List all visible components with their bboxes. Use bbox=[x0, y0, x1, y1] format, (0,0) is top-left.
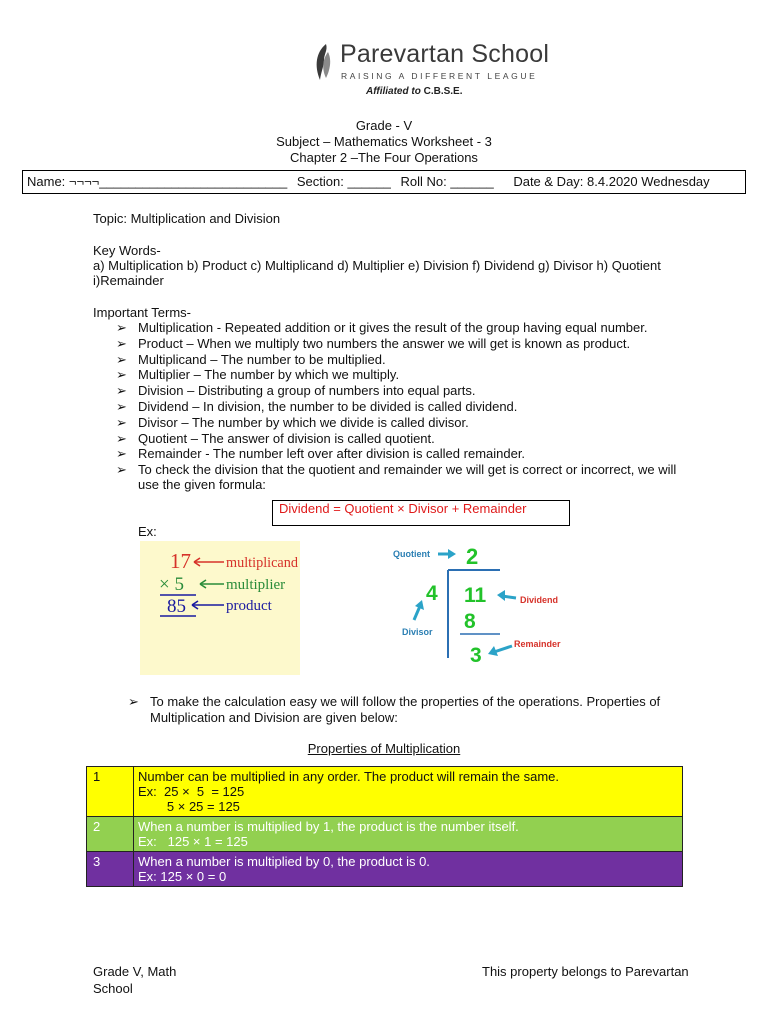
term-text: Remainder - The number left over after division is called remainder. bbox=[138, 446, 526, 462]
property-row bbox=[87, 767, 683, 817]
property-row bbox=[87, 817, 683, 852]
properties-intro-continuation: Multiplication and Division are given below: bbox=[150, 710, 398, 725]
quotient-label: Quotient bbox=[393, 549, 430, 559]
divisor-value: 4 bbox=[426, 582, 438, 605]
properties-table bbox=[86, 766, 683, 887]
multiplication-example-figure bbox=[140, 541, 300, 675]
section-field: Section: ______ bbox=[296, 174, 391, 189]
example-label: Ex: bbox=[138, 524, 157, 539]
chapter-title: Chapter 2 –The Four Operations bbox=[290, 150, 478, 165]
arrow-bullet-icon: ➢ bbox=[116, 383, 127, 399]
remainder-label: Remainder bbox=[514, 639, 561, 649]
terms-continuation: use the given formula: bbox=[138, 477, 266, 492]
term-item bbox=[116, 352, 386, 368]
term-item bbox=[116, 383, 475, 399]
multiplier-value: × 5 bbox=[159, 574, 184, 595]
term-text: Dividend – In division, the number to be divided is called dividend. bbox=[138, 399, 518, 414]
term-text: Divisor – The number by which we divide is called divisor. bbox=[138, 414, 469, 430]
property-line: 5 × 25 = 125 bbox=[138, 799, 240, 814]
subtracted-value: 8 bbox=[464, 610, 476, 633]
footer-left: Grade V, Math bbox=[93, 964, 177, 979]
term-text: Quotient – The answer of division is called quotient. bbox=[138, 430, 435, 446]
dividend-label: Dividend bbox=[520, 595, 559, 605]
term-item bbox=[116, 462, 676, 478]
multiplicand-label: multiplicand bbox=[226, 555, 299, 571]
property-number: 3 bbox=[87, 852, 134, 887]
property-content bbox=[134, 852, 683, 887]
roll-field: Roll No: ______ bbox=[400, 174, 494, 189]
arrow-bullet-icon: ➢ bbox=[116, 446, 127, 462]
term-text: Multiplication - Repeated addition or it gives the result of the group having equal number. bbox=[138, 320, 648, 335]
term-item bbox=[116, 336, 630, 352]
property-number: 1 bbox=[87, 767, 134, 817]
subject-title: Subject – Mathematics Worksheet - 3 bbox=[276, 134, 492, 149]
remainder-value: 3 bbox=[470, 644, 482, 667]
school-name: Parevartan School bbox=[340, 40, 550, 68]
property-number: 2 bbox=[87, 817, 134, 852]
properties-heading: Properties of Multiplication bbox=[307, 741, 461, 756]
product-value: 85 bbox=[167, 596, 186, 617]
term-item bbox=[116, 399, 517, 415]
dividend-value: 11 bbox=[464, 584, 487, 607]
property-content bbox=[134, 767, 683, 817]
divisor-label: Divisor bbox=[402, 627, 433, 637]
term-item bbox=[116, 367, 399, 383]
date-field: Date & Day: 8.4.2020 Wednesday bbox=[513, 174, 710, 189]
grade-title: Grade - V bbox=[355, 118, 413, 133]
footer-left-continuation: School bbox=[93, 981, 133, 996]
property-line: Ex: 25 × 5 = 125 bbox=[138, 784, 245, 799]
property-line: Ex: 125 × 1 = 125 bbox=[138, 834, 248, 849]
topic: Topic: Multiplication and Division bbox=[93, 211, 281, 226]
leaf-icon bbox=[312, 42, 334, 82]
term-item bbox=[116, 431, 435, 447]
affiliation: Affiliated to C.B.S.E. bbox=[366, 86, 463, 97]
key-words-line: i)Remainder bbox=[93, 273, 164, 288]
term-text: Division – Distributing a group of numbers into equal parts. bbox=[138, 383, 476, 399]
arrow-bullet-icon: ➢ bbox=[116, 430, 127, 446]
footer-right: This property belongs to Parevartan bbox=[482, 964, 689, 979]
division-example-figure bbox=[390, 540, 570, 670]
arrow-bullet-icon: ➢ bbox=[116, 335, 127, 351]
properties-intro: ➢ To make the calculation easy we will follow the properties of the operations. Properties of bbox=[128, 694, 661, 709]
arrow-bullet-icon: ➢ bbox=[116, 462, 127, 478]
arrow-bullet-icon: ➢ bbox=[116, 351, 127, 367]
term-item bbox=[116, 320, 647, 336]
quotient-value: 2 bbox=[466, 544, 479, 569]
product-label: product bbox=[226, 598, 272, 614]
property-content bbox=[134, 817, 683, 852]
term-text: To check the division that the quotient and remainder we will get is correct or incorrect, we will bbox=[138, 462, 677, 478]
property-line: When a number is multiplied by 0, the product is 0. bbox=[138, 854, 430, 869]
key-words-line: a) Multiplication b) Product c) Multiplicand d) Multiplier e) Division f) Dividend g) Divisor h) Quotient bbox=[93, 258, 661, 273]
school-tagline: RAISING A DIFFERENT LEAGUE bbox=[341, 71, 538, 81]
division-formula: Dividend = Quotient × Divisor + Remainder bbox=[272, 500, 570, 526]
school-logo bbox=[310, 38, 550, 100]
property-line: Ex: 125 × 0 = 0 bbox=[138, 869, 227, 884]
terms-heading: Important Terms- bbox=[93, 305, 192, 320]
term-text: Product – When we multiply two numbers the answer we will get is known as product. bbox=[138, 335, 631, 351]
arrow-bullet-icon: ➢ bbox=[116, 399, 127, 414]
arrow-bullet-icon: ➢ bbox=[116, 414, 127, 430]
multiplier-label: multiplier bbox=[226, 577, 286, 593]
arrow-bullet-icon: ➢ bbox=[116, 320, 127, 335]
multiplicand-value: 17 bbox=[170, 549, 191, 573]
property-line: When a number is multiplied by 1, the product is the number itself. bbox=[138, 819, 519, 834]
term-text: Multiplier – The number by which we multiply. bbox=[138, 367, 400, 383]
key-words-heading: Key Words- bbox=[93, 243, 161, 258]
property-line: Number can be multiplied in any order. The product will remain the same. bbox=[138, 769, 560, 784]
student-info-box bbox=[22, 170, 746, 194]
term-item bbox=[116, 446, 525, 462]
name-field: Name: ¬¬¬¬__________________________ bbox=[27, 174, 288, 189]
property-row bbox=[87, 852, 683, 887]
term-item bbox=[116, 415, 469, 431]
arrow-bullet-icon: ➢ bbox=[128, 694, 139, 709]
arrow-bullet-icon: ➢ bbox=[116, 367, 127, 383]
term-text: Multiplicand – The number to be multiplied. bbox=[138, 351, 386, 367]
